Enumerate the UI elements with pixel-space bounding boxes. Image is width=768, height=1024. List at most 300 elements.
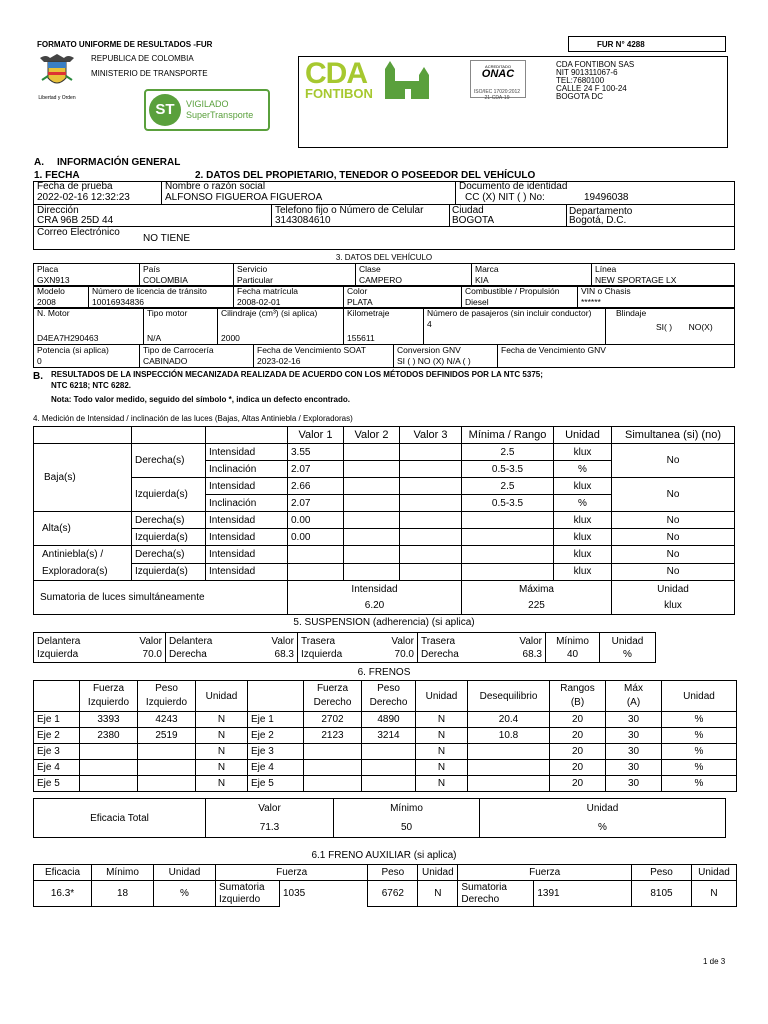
format-title: FORMATO UNIFORME DE RESULTADOS -FUR	[37, 40, 213, 49]
st-top-text: VIGILADO	[186, 99, 229, 109]
departamento-label: Departamento	[569, 206, 633, 217]
gnv-value: SI ( ) NO (X) N/A ( )	[397, 356, 471, 366]
susp-min-value: 40	[566, 648, 579, 660]
eje-label-2: Eje 1	[248, 712, 304, 728]
desequilibrio	[468, 744, 550, 760]
simultanea-cell: No	[612, 563, 735, 581]
eje-label-2: Eje 2	[248, 728, 304, 744]
country-label: REPUBLICA DE COLOMBIA	[91, 54, 194, 63]
unidad: N	[196, 728, 248, 744]
unit-cell: %	[554, 461, 612, 478]
onac-small: ACREDITADO	[485, 64, 511, 69]
linea-label: Línea	[595, 264, 617, 274]
tra-der-valor-label: Valor	[519, 635, 542, 647]
desequilibrio	[468, 760, 550, 776]
eje-label-2: Eje 3	[248, 744, 304, 760]
rango: 20	[550, 744, 606, 760]
eje-label-2: Eje 5	[248, 776, 304, 792]
st-icon: ST	[149, 94, 181, 126]
lights-table	[33, 426, 735, 615]
ciudad-label: Ciudad	[452, 205, 484, 216]
aux-sum-der-2: Derecho	[461, 893, 500, 905]
fur-number: FUR N° 4288	[568, 36, 726, 52]
combustible-label: Combustible / Propulsión	[465, 286, 560, 296]
fuerza-izq-h2: Izquierdo	[87, 697, 130, 708]
tra-izq-label: Trasera	[301, 635, 336, 647]
unidad-2: N	[416, 744, 468, 760]
peso-der	[362, 776, 416, 792]
vehicle-table-3	[33, 307, 735, 345]
color-value: PLATA	[347, 297, 373, 307]
supertransporte-logo	[144, 89, 270, 131]
value-cell: 3.55	[288, 444, 344, 461]
intensidad-label: Intensidad	[206, 563, 288, 581]
ciudad-value: BOGOTA	[452, 215, 495, 226]
antiniebla-label: Antiniebla(s) /	[42, 549, 104, 560]
value-cell: 2.07	[288, 495, 344, 512]
aux-unit-der: N	[691, 881, 736, 907]
alta-izquierda-label: Izquierda(s)	[132, 529, 206, 546]
unidad-3: %	[662, 776, 737, 792]
aux-unit-h: Unidad	[154, 865, 216, 881]
peso-der	[362, 744, 416, 760]
church-icon	[379, 61, 437, 106]
combustible-value: Diesel	[465, 297, 489, 307]
st-bottom-text: SuperTransporte	[186, 110, 254, 120]
section-a-title: INFORMACIÓN GENERAL	[57, 157, 181, 168]
clase-value: CAMPERO	[359, 275, 402, 285]
unidad-3: %	[662, 728, 737, 744]
tra-der-value: 68.3	[522, 648, 542, 660]
col-valor1: Valor 1	[288, 427, 344, 444]
baja-label: Baja(s)	[34, 444, 132, 512]
intensidad-label: Intensidad	[206, 444, 288, 461]
licencia-label: Número de licencia de tránsito	[92, 286, 207, 296]
peso-der-h1: Peso	[377, 683, 400, 694]
color-label: Color	[347, 286, 368, 296]
peso-der: 4890	[362, 712, 416, 728]
col-simultanea: Simultanea (si) (no)	[612, 427, 735, 444]
simultanea-cell: No	[612, 478, 735, 512]
del-izq-valor-label: Valor	[139, 635, 162, 647]
correo-value: NO TIENE	[143, 233, 191, 244]
cilindraje-value: 2000	[221, 333, 240, 343]
eficacia-total-label: Eficacia Total	[34, 799, 206, 838]
unidad-h2: Unidad	[416, 681, 468, 712]
motor-value: D4EA7H290463	[37, 333, 99, 343]
clase-label: Clase	[359, 264, 381, 274]
eficacia-unit-label: Unidad	[586, 803, 619, 814]
cda-logo-text: CDA	[305, 57, 367, 90]
del-der-valor-label: Valor	[271, 635, 294, 647]
aux-peso-h2: Peso	[631, 865, 691, 881]
unidad-3: %	[662, 760, 737, 776]
aux-peso-h: Peso	[368, 865, 418, 881]
aux-fuerza-h: Fuerza	[216, 865, 368, 881]
eje-label: Eje 4	[34, 760, 80, 776]
peso-izq-h2: Izquierdo	[145, 697, 188, 708]
fuerza-izq: 2380	[80, 728, 138, 744]
col-valor3: Valor 3	[400, 427, 462, 444]
aux-unit-h3: Unidad	[691, 865, 736, 881]
telefono-label: Telefono fijo o Número de Celular	[275, 205, 424, 216]
brake-row	[34, 776, 737, 792]
baja-izquierda-label: Izquierda(s)	[132, 478, 206, 512]
section-6-title: 6. FRENOS	[357, 667, 411, 678]
max: 30	[606, 712, 662, 728]
inclinacion-label: Inclinación	[206, 495, 288, 512]
peso-izq	[138, 760, 196, 776]
max-h1: Máx	[624, 683, 643, 694]
fuerza-der	[304, 760, 362, 776]
desequilibrio: 20.4	[468, 712, 550, 728]
servicio-value: Particular	[237, 275, 273, 285]
del-izq-side: Izquierda	[37, 648, 79, 660]
eficacia-valor-label: Valor	[258, 803, 281, 814]
nombre-value: ALFONSO FIGUEROA FIGUEROA	[165, 192, 323, 203]
eje-label: Eje 1	[34, 712, 80, 728]
simultanea-cell: No	[612, 444, 735, 478]
telefono-value: 3143084610	[275, 215, 331, 226]
value-cell: 2.07	[288, 461, 344, 478]
shield-caption: Libertad y Orden	[38, 95, 76, 101]
gnv-label: Conversion GNV	[397, 345, 461, 355]
min-cell	[462, 563, 554, 581]
unidad: N	[196, 712, 248, 728]
unidad-h3: Unidad	[662, 681, 737, 712]
peso-izq-h1: Peso	[155, 683, 178, 694]
cda-box	[298, 56, 728, 148]
unit-cell: klux	[554, 563, 612, 581]
section-1-title: 1. FECHA	[34, 170, 80, 181]
kilometraje-value: 155611	[347, 333, 375, 343]
aux-unit-izq: N	[418, 881, 458, 907]
carroceria-label: Tipo de Carrocería	[143, 345, 214, 355]
vehicle-table	[33, 263, 735, 287]
vehicle-table-4	[33, 344, 735, 368]
brake-row	[34, 744, 737, 760]
unidad: N	[196, 744, 248, 760]
rango: 20	[550, 776, 606, 792]
section-3-title: 3. DATOS DEL VEHÍCULO	[335, 253, 433, 262]
potencia-label: Potencia (si aplica)	[37, 345, 109, 355]
unidad-3: %	[662, 744, 737, 760]
fuerza-izq	[80, 744, 138, 760]
fuerza-der	[304, 776, 362, 792]
aux-unit-h2: Unidad	[418, 865, 458, 881]
aux-unit: %	[154, 881, 216, 907]
unit-cell: klux	[554, 546, 612, 564]
min-cell	[462, 529, 554, 546]
eficacia-min: 50	[400, 822, 413, 833]
anti-izquierda-label: Izquierda(s)	[132, 563, 206, 581]
sum-maxima-label: Máxima	[518, 583, 554, 595]
alta-label: Alta(s)	[34, 512, 132, 546]
carroceria-value: CABINADO	[143, 356, 188, 366]
unidad: N	[196, 760, 248, 776]
max-h2: (A)	[626, 697, 641, 708]
min-cell	[462, 512, 554, 529]
suspension-table	[33, 632, 735, 663]
susp-unit-label: Unidad	[611, 635, 644, 647]
fuerza-der: 2123	[304, 728, 362, 744]
tra-der-label: Trasera	[421, 635, 456, 647]
fuerza-der	[304, 744, 362, 760]
direccion-value: CRA 96B 25D 44	[37, 215, 114, 226]
simultanea-cell: No	[612, 512, 735, 529]
intensidad-label: Intensidad	[206, 546, 288, 564]
aux-eficacia-h: Eficacia	[34, 865, 92, 881]
correo-label: Correo Electrónico	[37, 227, 120, 238]
matricula-label: Fecha matrícula	[237, 286, 298, 296]
placa-value: GXN913	[37, 275, 70, 285]
unidad-2: N	[416, 728, 468, 744]
pais-label: País	[143, 264, 161, 274]
rango: 20	[550, 728, 606, 744]
unit-cell: klux	[554, 444, 612, 461]
tra-izq-value: 70.0	[394, 648, 414, 660]
section-b-title: RESULTADOS DE LA INSPECCIÓN MECANIZADA REALIZADA DE ACUERDO CON LOS MÉTODOS DEFINIDOS POR LA NTC 5375;	[51, 370, 543, 379]
colombia-shield-icon	[36, 52, 78, 100]
documento-type: CC (X) NIT ( ) No:	[465, 192, 545, 203]
potencia-value: 0	[37, 356, 42, 366]
value-cell	[288, 546, 344, 564]
company-line: TEL:7680100	[556, 76, 605, 85]
pasajeros-value: 4	[427, 319, 432, 329]
inclinacion-label: Inclinación	[206, 461, 288, 478]
del-der-label: Delantera	[169, 635, 213, 647]
company-info	[556, 61, 634, 101]
section-b-note: Nota: Todo valor medido, seguido del símbolo *, indica un defecto encontrado.	[51, 395, 350, 404]
sum-intensidad-label: Intensidad	[351, 583, 398, 595]
desequilibrio-h: Desequilibrio	[468, 681, 550, 712]
unidad-2: N	[416, 712, 468, 728]
section-5-title: 5. SUSPENSION (adherencia) (si aplica)	[293, 617, 475, 628]
cilindraje-label: Cilindraje (cm³) (si aplica)	[221, 308, 318, 318]
vin-value: ******	[581, 297, 601, 307]
eficacia-unit: %	[598, 822, 607, 833]
aux-min-h: Mínimo	[92, 865, 154, 881]
section-a-letter: A.	[34, 157, 44, 168]
soat-value: 2023-02-16	[257, 356, 301, 366]
rangos-h1: Rangos	[560, 683, 595, 694]
pasajeros-label: Número de pasajeros (sin incluir conductor)	[427, 308, 592, 318]
simultanea-cell: No	[612, 546, 735, 564]
desequilibrio	[468, 776, 550, 792]
tipo-motor-label: Tipo motor	[147, 308, 188, 318]
documento-label: Documento de identidad	[459, 181, 568, 192]
min-cell: 2.5	[462, 478, 554, 495]
del-der-value: 68.3	[274, 648, 294, 660]
tra-der-side: Derecha	[421, 648, 459, 660]
fecha-value: 2022-02-16 12:32:23	[37, 192, 130, 203]
tra-izq-side: Izquierda	[301, 648, 343, 660]
baja-derecha-label: Derecha(s)	[132, 444, 206, 478]
col-unidad: Unidad	[554, 427, 612, 444]
section-2-title: 2. DATOS DEL PROPIETARIO, TENEDOR O POSEEDOR DEL VEHÍCULO	[195, 170, 536, 181]
unidad-3: %	[662, 712, 737, 728]
fuerza-izq	[80, 776, 138, 792]
aux-peso-izq: 6762	[368, 881, 418, 907]
rangos-h2: (B)	[570, 697, 585, 708]
fuerza-der: 2702	[304, 712, 362, 728]
fuerza-izq: 3393	[80, 712, 138, 728]
peso-izq: 4243	[138, 712, 196, 728]
del-izq-label: Delantera	[37, 635, 81, 647]
brake-row	[34, 728, 737, 744]
onac-big: ONAC	[481, 68, 515, 80]
fecha-label: Fecha de prueba	[37, 181, 113, 192]
peso-izq	[138, 776, 196, 792]
unidad: N	[196, 776, 248, 792]
intensidad-label: Intensidad	[206, 512, 288, 529]
documento-number: 19496038	[584, 192, 629, 203]
rango: 20	[550, 760, 606, 776]
blindaje-si: SI( )	[656, 322, 673, 332]
eficacia-min-label: Mínimo	[390, 803, 423, 814]
col-minima: Mínima / Rango	[462, 427, 554, 444]
departamento-value: Bogotá, D.C.	[569, 215, 627, 226]
peso-izq	[138, 744, 196, 760]
aux-min: 18	[92, 881, 154, 907]
min-cell: 0.5-3.5	[462, 461, 554, 478]
pais-value: COLOMBIA	[143, 275, 188, 285]
ministry-label: MINISTERIO DE TRANSPORTE	[91, 69, 208, 78]
unit-cell: klux	[554, 529, 612, 546]
nombre-label: Nombre o razón social	[165, 181, 266, 192]
sum-intensidad-value: 6.20	[364, 599, 385, 611]
del-der-side: Derecha	[169, 648, 207, 660]
vin-label: VIN o Chasis	[581, 286, 631, 296]
sum-maxima-value: 225	[528, 599, 545, 611]
company-line: NIT 901311067-6	[556, 68, 618, 77]
marca-label: Marca	[475, 264, 499, 274]
brake-row	[34, 712, 737, 728]
servicio-label: Servicio	[237, 264, 268, 274]
company-line: CDA FONTIBON SAS	[556, 60, 635, 69]
aux-fuerza-izq: 1035	[283, 888, 306, 900]
max: 30	[606, 744, 662, 760]
value-cell: 0.00	[288, 529, 344, 546]
peso-izq: 2519	[138, 728, 196, 744]
susp-unit-value: %	[623, 648, 632, 660]
company-line: BOGOTA DC	[556, 92, 603, 101]
aux-peso-der: 8105	[631, 881, 691, 907]
sum-unidad-value: klux	[664, 599, 682, 611]
alta-derecha-label: Derecha(s)	[132, 512, 206, 529]
fuerza-izq	[80, 760, 138, 776]
anti-derecha-label: Derecha(s)	[132, 546, 206, 564]
simultanea-cell: No	[612, 529, 735, 546]
peso-der	[362, 760, 416, 776]
peso-der: 3214	[362, 728, 416, 744]
section-4-title: 4. Medición de Intensidad / inclinación de las luces (Bajas, Altas Antiniebla / Exploradoras)	[33, 414, 353, 423]
section-b-letter: B.	[33, 371, 43, 382]
aux-brake-table	[33, 864, 737, 907]
placa-label: Placa	[37, 264, 59, 274]
eje-label: Eje 3	[34, 744, 80, 760]
value-cell: 0.00	[288, 512, 344, 529]
licencia-value: 10016934836	[92, 297, 145, 307]
min-cell: 0.5-3.5	[462, 495, 554, 512]
peso-der-h2: Derecho	[369, 697, 408, 708]
tra-izq-valor-label: Valor	[391, 635, 414, 647]
value-cell	[288, 563, 344, 581]
sumatoria-label: Sumatoria de luces simultáneamente	[34, 581, 288, 615]
fuerza-izq-h1: Fuerza	[92, 683, 125, 694]
onac-line1: ISO/IEC 17020:2012	[473, 89, 521, 95]
brake-row	[34, 760, 737, 776]
max: 30	[606, 760, 662, 776]
eje-label: Eje 5	[34, 776, 80, 792]
company-line: CALLE 24 F 100-24	[556, 84, 627, 93]
intensidad-label: Intensidad	[206, 529, 288, 546]
section-b-title-2: NTC 6218; NTC 6282.	[51, 381, 132, 390]
exploradora-label: Exploradora(s)	[42, 566, 108, 577]
unit-cell: %	[554, 495, 612, 512]
onac-line2: 21-CDA-19	[484, 95, 510, 101]
value-cell: 2.66	[288, 478, 344, 495]
brakes-table	[33, 680, 737, 792]
direccion-label: Dirección	[37, 205, 79, 216]
sum-unidad-label: Unidad	[657, 583, 689, 595]
aux-sum-izq-1: Sumatoria	[219, 881, 265, 893]
blindaje-label: Blindaje	[616, 308, 647, 318]
soat-label: Fecha de Vencimiento SOAT	[257, 345, 366, 355]
unidad-h: Unidad	[196, 681, 248, 712]
vehicle-table-2	[33, 285, 735, 309]
eficacia-valor: 71.3	[259, 822, 280, 833]
kilometraje-label: Kilometraje	[347, 308, 390, 318]
eficacia-table	[33, 798, 737, 838]
max: 30	[606, 776, 662, 792]
tipo-motor-value: N/A	[147, 333, 162, 343]
aux-fuerza-der: 1391	[534, 881, 632, 907]
section-61-title: 6.1 FRENO AUXILIAR (si aplica)	[311, 850, 457, 861]
fuerza-der-h1: Fuerza	[316, 683, 349, 694]
eje-label: Eje 2	[34, 728, 80, 744]
page-number: 1 de 3	[703, 957, 726, 966]
matricula-value: 2008-02-01	[237, 297, 281, 307]
max: 30	[606, 728, 662, 744]
modelo-value: 2008	[37, 297, 56, 307]
min-cell	[462, 546, 554, 564]
unidad-2: N	[416, 760, 468, 776]
fuerza-der-h2: Derecho	[313, 697, 352, 708]
rango: 20	[550, 712, 606, 728]
intensidad-label: Intensidad	[206, 478, 288, 495]
min-cell: 2.5	[462, 444, 554, 461]
gnv-date-label: Fecha de Vencimiento GNV	[501, 345, 606, 355]
cda-logo-subtext: FONTIBON	[305, 86, 373, 101]
unit-cell: klux	[554, 512, 612, 529]
eje-label-2: Eje 4	[248, 760, 304, 776]
unit-cell: klux	[554, 478, 612, 495]
col-valor2: Valor 2	[344, 427, 400, 444]
susp-min-label: Mínimo	[556, 635, 589, 647]
blindaje-no: NO(X)	[688, 322, 713, 332]
motor-label: N. Motor	[37, 308, 70, 318]
modelo-label: Modelo	[37, 286, 65, 296]
unidad-2: N	[416, 776, 468, 792]
aux-sum-izq-2: Izquierdo	[219, 893, 261, 905]
aux-sum-der-1: Sumatoria	[461, 881, 507, 893]
linea-value: NEW SPORTAGE LX	[595, 275, 677, 285]
aux-fuerza-h2: Fuerza	[458, 865, 632, 881]
del-izq-value: 70.0	[142, 648, 162, 660]
desequilibrio: 10.8	[468, 728, 550, 744]
aux-eficacia: 16.3*	[34, 881, 92, 907]
